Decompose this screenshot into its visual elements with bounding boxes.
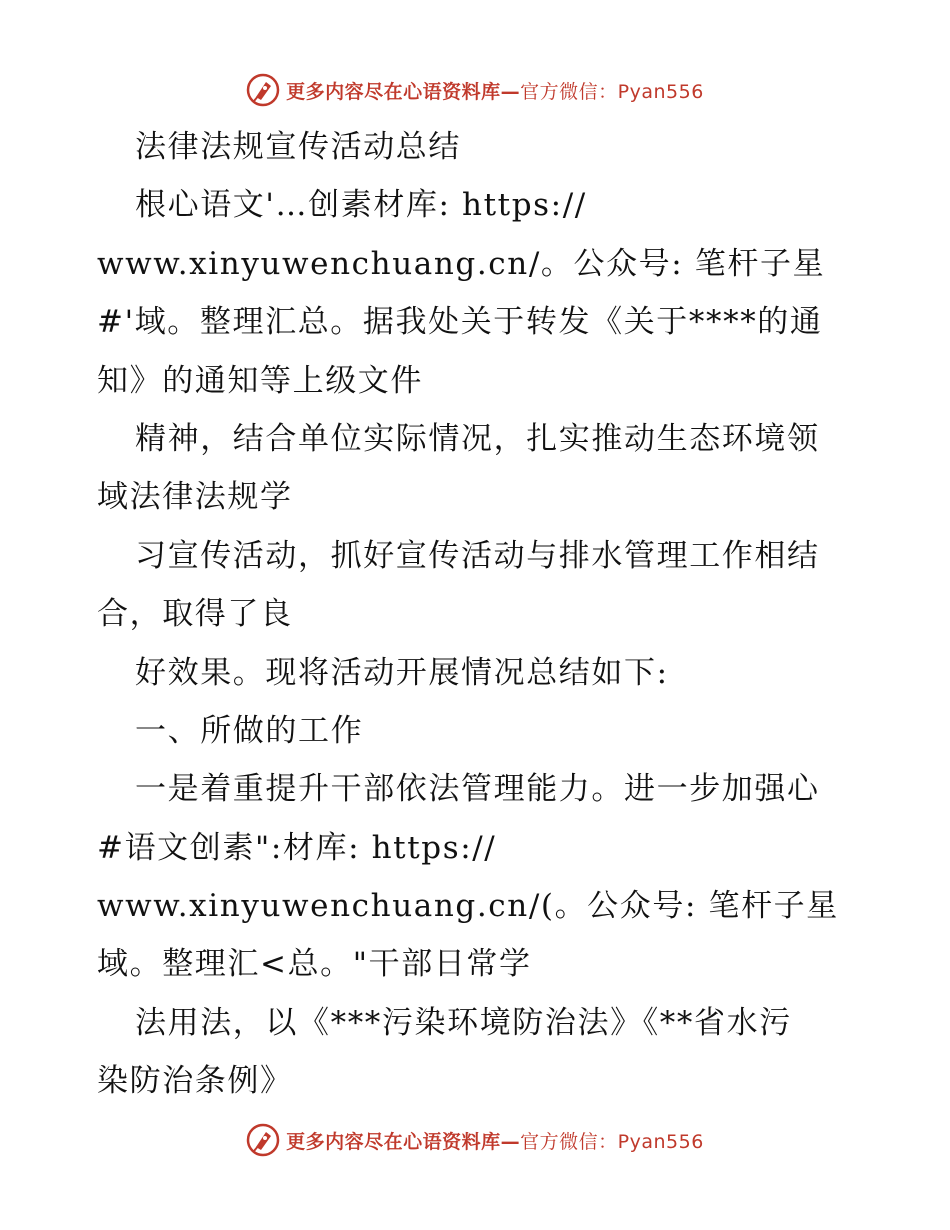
text-line: 习宣传活动，抓好宣传活动与排水管理工作相结 <box>135 537 820 574</box>
text-line: 一、所做的工作 <box>135 712 364 749</box>
banner-contact: 官方微信：Pyan556 <box>520 80 704 103</box>
text-line: 合，取得了良 <box>97 596 293 633</box>
pen-nib-icon <box>246 73 280 107</box>
text-line: #'域。整理汇总。据我处关于转发《关于****的通 <box>97 304 823 341</box>
text-line: 好效果。现将活动开展情况总结如下: <box>135 654 669 691</box>
banner-brand: 更多内容尽在心语资料库 <box>286 80 501 103</box>
banner-text <box>286 1127 704 1154</box>
text-line: 域。整理汇<总。"干部日常学 <box>97 946 532 983</box>
text-line: www.xinyuwenchuang.cn/。公众号: 笔杆子星 <box>97 245 826 282</box>
text-line: 法用法，以《***污染环境防治法》《**省水污 <box>135 1004 792 1041</box>
banner-brand: 更多内容尽在心语资料库 <box>286 1130 501 1153</box>
text-line: 知》的通知等上级文件 <box>97 362 423 399</box>
text-line: 染防治条例》 <box>97 1063 293 1100</box>
header-banner <box>0 70 950 110</box>
banner-separator: — <box>500 1130 521 1153</box>
text-line: 精神，结合单位实际情况，扎实推动生态环境领 <box>135 420 820 457</box>
footer-banner <box>0 1120 950 1160</box>
text-line: 域法律法规学 <box>97 479 293 516</box>
banner-separator: — <box>500 80 521 103</box>
text-line: 法律法规宣传活动总结 <box>135 129 461 165</box>
banner-text <box>286 77 704 104</box>
text-line: 根心语文'…创素材库: https:// <box>135 187 587 224</box>
pen-nib-icon <box>246 1123 280 1157</box>
text-line: #语文创素":材库: https:// <box>97 829 497 866</box>
text-line: 一是着重提升干部依法管理能力。进一步加强心 <box>135 771 820 808</box>
banner-contact: 官方微信：Pyan556 <box>520 1130 704 1153</box>
document-body <box>97 118 857 1111</box>
text-line: www.xinyuwenchuang.cn/(。公众号: 笔杆子星 <box>97 888 839 925</box>
